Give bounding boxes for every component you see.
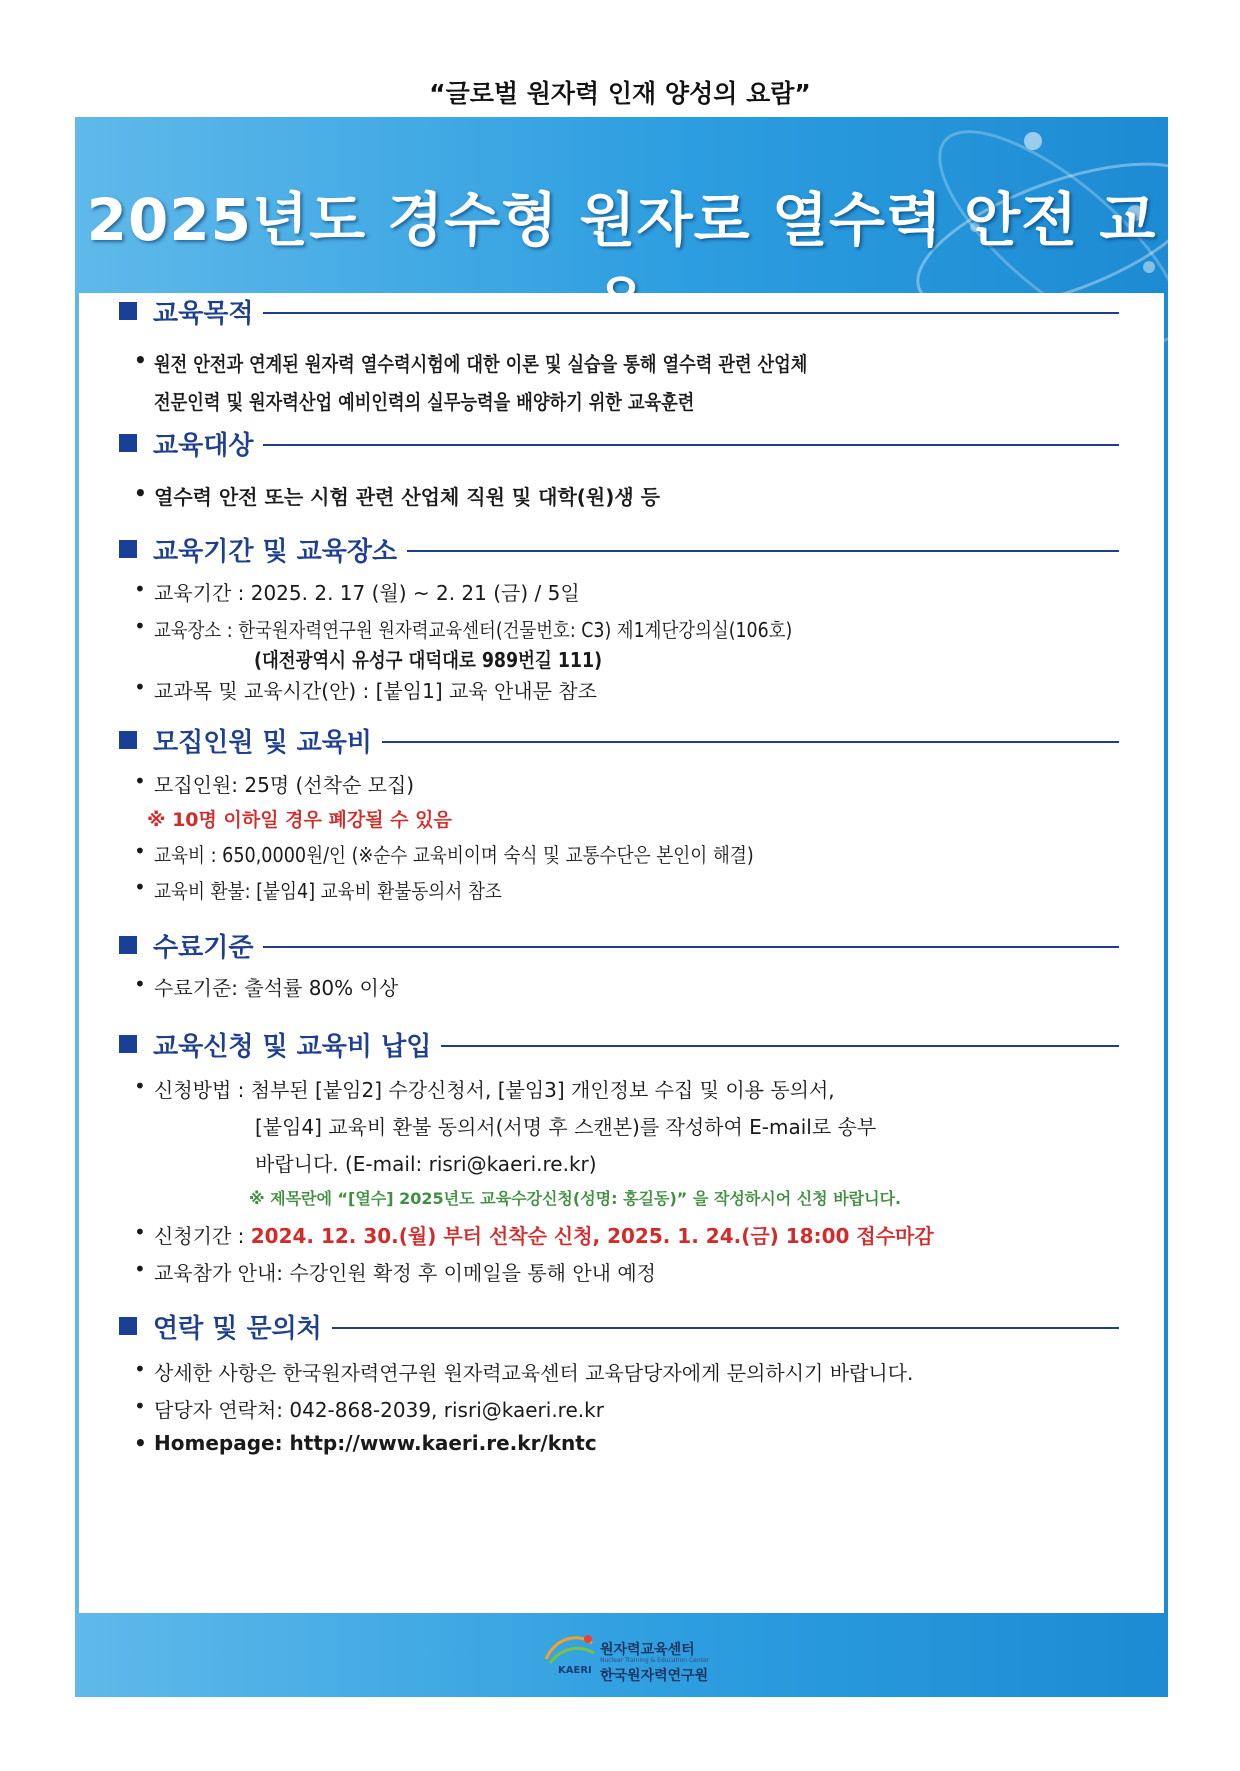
list-item: • 원전 안전과 연계된 원자력 열수력시험에 대한 이론 및 실습을 통해 열수력 관련 산업체 — [154, 348, 914, 377]
poster-frame — [75, 117, 1168, 1697]
list-item: • 교육장소 : 한국원자력연구원 원자력교육센터(건물번호: C3) 제1계단강의실(106호) — [154, 614, 888, 643]
square-bullet-icon — [119, 434, 137, 452]
cancellation-note: ※ 10명 이하일 경우 폐강될 수 있음 — [147, 809, 452, 831]
list-item: • 담당자 연락처: 042-868-2039, risri@kaeri.re.kr — [154, 1394, 604, 1423]
section-completion — [119, 927, 1119, 967]
square-bullet-icon — [119, 1317, 137, 1335]
section-divider — [153, 444, 1119, 446]
section-divider — [153, 312, 1119, 314]
square-bullet-icon — [119, 540, 137, 558]
section-title: 연락 및 문의처 — [153, 1308, 332, 1345]
page-title: 2025년도 경수형 원자로 열수력 안전 교 — [86, 186, 1157, 254]
section-title: 교육신청 및 교육비 납입 — [153, 1026, 441, 1063]
section-period — [119, 531, 1119, 571]
section-recruit — [119, 722, 1119, 762]
list-item: • 모집인원: 25명 (선착순 모집) — [154, 769, 414, 798]
list-item-continuation: [붙임4] 교육비 환불 동의서(서명 후 스캔본)를 작성하여 E-mail로 송부 — [255, 1115, 877, 1139]
square-bullet-icon — [119, 731, 137, 749]
section-title: 교육대상 — [153, 425, 263, 462]
section-title: 교육기간 및 교육장소 — [153, 531, 407, 568]
square-bullet-icon — [119, 936, 137, 954]
address-line: (대전광역시 유성구 대덕대로 989번길 111) — [254, 648, 603, 672]
list-item: • 수료기준: 출석률 80% 이상 — [154, 972, 398, 1001]
list-item: • 교육비 환불: [붙임4] 교육비 환불동의서 참조 — [154, 875, 549, 904]
list-item: • 열수력 안전 또는 시험 관련 산업체 직원 및 대학(원)생 등 — [154, 481, 660, 510]
section-target — [119, 425, 1119, 465]
kaeri-logo: KAERI 원자력교육센터 Nuclear Training & Education Center 한국원자력연구원 — [540, 1627, 710, 1687]
section-purpose — [119, 293, 1119, 333]
list-item: • 교육비 : 650,0000원/인 (※순수 교육비이며 숙식 및 교통수단은 본인이 해결) — [154, 839, 836, 868]
list-item: • 교과목 및 교육시간(안) : [붙임1] 교육 안내문 참조 — [154, 675, 597, 704]
content-panel — [79, 293, 1164, 1613]
section-contact — [119, 1308, 1119, 1348]
slogan: “글로벌 원자력 인재 양성의 요람” — [429, 79, 811, 108]
list-item: • 교육참가 안내: 수강인원 확정 후 이메일을 통해 안내 예정 — [154, 1257, 656, 1286]
application-period: 2024. 12. 30.(월) 부터 선착순 신청, 2025. 1. 24.(금) 18:00 접수마감 — [250, 1224, 934, 1248]
list-item: • 신청기간 : 2024. 12. 30.(월) 부터 선착순 신청, 2025. 1. 24.(금) 18:00 접수마감 — [154, 1220, 934, 1249]
list-item: • 상세한 사항은 한국원자력연구원 원자력교육센터 교육담당자에게 문의하시기 바랍니다. — [154, 1357, 913, 1386]
list-item: • 교육기간 : 2025. 2. 17 (월) ~ 2. 21 (금) / 5일 — [154, 577, 580, 606]
subject-note: ※ 제목란에 “[열수] 2025년도 교육수강신청(성명: 홍길동)” 을 작성하시어 신청 바랍니다. — [249, 1189, 902, 1208]
list-item: • 신청방법 : 첨부된 [붙임2] 수강신청서, [붙임3] 개인정보 수집 및 이용 동의서, — [154, 1074, 835, 1103]
section-divider — [153, 946, 1119, 948]
section-title: 교육목적 — [153, 293, 263, 330]
section-title: 수료기준 — [153, 927, 263, 964]
kaeri-swoosh-icon — [542, 1629, 598, 1669]
list-item-continuation: 바랍니다. (E-mail: risri@kaeri.re.kr) — [255, 1152, 597, 1176]
list-item-continuation: 전문인력 및 원자력산업 예비인력의 실무능력을 배양하기 위한 교육훈련 — [154, 390, 695, 414]
square-bullet-icon — [119, 302, 137, 320]
section-title: 모집인원 및 교육비 — [153, 722, 382, 759]
title-banner — [75, 117, 1168, 293]
homepage-link[interactable]: • Homepage: http://www.kaeri.re.kr/kntc — [154, 1431, 597, 1455]
section-apply — [119, 1026, 1119, 1066]
square-bullet-icon — [119, 1035, 137, 1053]
footer-band — [75, 1617, 1168, 1697]
